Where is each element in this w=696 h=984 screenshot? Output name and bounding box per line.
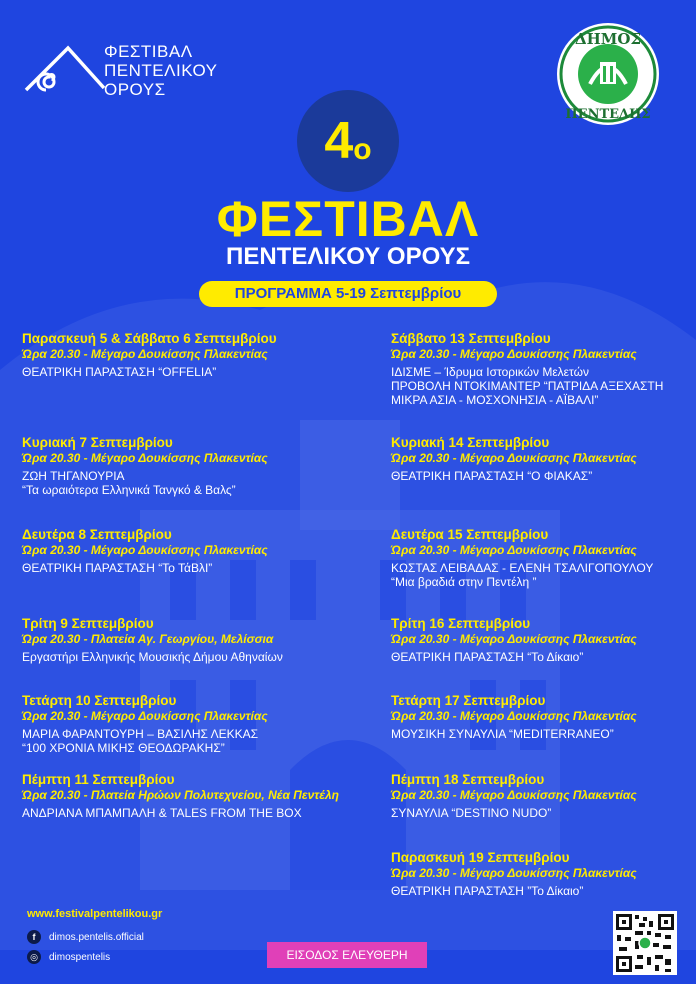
- event-description: ΣΥΝΑΥΛΙΑ “DESTINO NUDO”: [391, 806, 552, 820]
- instagram-handle: dimospentelis: [49, 951, 111, 963]
- event-time-venue: Ώρα 20.30 - Μέγαρο Δουκίσσης Πλακεντίας: [391, 347, 637, 361]
- event-description: ΖΩΗ ΤΗΓΑΝΟΥΡΙΑ “Τα ωραιότερα Ελληνικά Τανγκό & Βαλς”: [22, 469, 236, 497]
- event-date: Δευτέρα 8 Σεπτεμβρίου: [22, 527, 172, 542]
- event-description: Εργαστήρι Ελληνικής Μουσικής Δήμου Αθηναίων: [22, 650, 283, 664]
- edition-badge: [297, 90, 399, 192]
- festival-subtitle: ΠΕΝΤΕΛΙΚΟΥ ΟΡΟΥΣ: [225, 243, 470, 270]
- seal-top-text: ΔΗΜΟΣ: [574, 30, 642, 48]
- program-dates-pill: ΠΡΟΓΡΑΜΜΑ 5-19 Σεπτεμβρίου: [199, 281, 497, 307]
- event-date: Τρίτη 16 Σεπτεμβρίου: [391, 616, 531, 631]
- event-description: ΙΔΙΣΜΕ – Ίδρυμα Ιστορικών Μελετών ΠΡΟΒΟΛΗ ΝΤΟΚΙΜΑΝΤΕΡ “ΠΑΤΡΙΔΑ ΑΞΕΧΑΣΤΗ ΜΙΚΡΑ ΑΣΙΑ - ΜΟΣΧΟΝΗΣΙΑ - ΑΪΒΑΛΙ”: [391, 365, 664, 407]
- event-item: [391, 331, 691, 407]
- festival-title: ΦΕΣΤΙΒΑΛ: [216, 191, 480, 247]
- event-date: Τετάρτη 10 Σεπτεμβρίου: [22, 693, 177, 708]
- edition-number: 4: [324, 112, 354, 170]
- event-date: Κυριακή 7 Σεπτεμβρίου: [22, 435, 173, 450]
- event-time-venue: Ώρα 20.30 - Μέγαρο Δουκίσσης Πλακεντίας: [22, 543, 268, 557]
- facebook-icon: f: [27, 930, 41, 944]
- edition-suffix: ο: [353, 133, 372, 166]
- instagram-link[interactable]: [27, 950, 110, 964]
- event-time-venue: Ώρα 20.30 - Μέγαρο Δουκίσσης Πλακεντίας: [22, 347, 268, 361]
- seal-bottom-text: ΠΕΝΤΕΛΗΣ: [565, 107, 651, 122]
- mountain-spiral-icon: [22, 40, 106, 100]
- event-item: [22, 616, 372, 664]
- event-item: [391, 850, 691, 898]
- event-item: [391, 435, 691, 483]
- instagram-icon: ◎: [27, 950, 41, 964]
- facebook-handle: dimos.pentelis.official: [49, 931, 144, 943]
- event-item: [22, 527, 372, 575]
- event-date: Τρίτη 9 Σεπτεμβρίου: [22, 616, 154, 631]
- qr-code[interactable]: [613, 911, 677, 975]
- event-item: [391, 527, 691, 589]
- event-description: ΘΕΑΤΡΙΚΗ ΠΑΡΑΣΤΑΣΗ ”Το Δίκαιο”: [391, 884, 584, 898]
- event-description: ΘΕΑΤΡΙΚΗ ΠΑΡΑΣΤΑΣΗ “Ο ΦΙΑΚΑΣ”: [391, 469, 593, 483]
- event-time-venue: Ώρα 20.30 - Πλατεία Ηρώων Πολυτεχνείου, Νέα Πεντέλη: [22, 788, 339, 802]
- event-date: Κυριακή 14 Σεπτεμβρίου: [391, 435, 550, 450]
- event-date: Σάββατο 13 Σεπτεμβρίου: [391, 331, 551, 346]
- event-date: Δευτέρα 15 Σεπτεμβρίου: [391, 527, 549, 542]
- facebook-link[interactable]: [27, 930, 144, 944]
- event-date: Πέμπτη 18 Σεπτεμβρίου: [391, 772, 545, 787]
- event-item: [22, 435, 372, 497]
- event-time-venue: Ώρα 20.30 - Μέγαρο Δουκίσσης Πλακεντίας: [391, 543, 637, 557]
- event-item: [391, 693, 691, 741]
- event-description: ΘΕΑΤΡΙΚΗ ΠΑΡΑΣΤΑΣΗ “Το Δίκαιο”: [391, 650, 584, 664]
- event-description: ΜΟΥΣΙΚΗ ΣΥΝΑΥΛΙΑ “MEDITERRANEO”: [391, 727, 614, 741]
- event-date: Τετάρτη 17 Σεπτεμβρίου: [391, 693, 546, 708]
- festival-logo-text: ΦΕΣΤΙΒΑΛ ΠΕΝΤΕΛΙΚΟΥ ΟΡΟΥΣ: [104, 41, 218, 99]
- event-date: Παρασκευή 19 Σεπτεμβρίου: [391, 850, 570, 865]
- event-time-venue: Ώρα 20.30 - Πλατεία Αγ. Γεωργίου, Μελίσσια: [22, 632, 274, 646]
- event-time-venue: Ώρα 20.30 - Μέγαρο Δουκίσσης Πλακεντίας: [391, 788, 637, 802]
- event-item: [391, 616, 691, 664]
- municipality-seal: [556, 22, 660, 126]
- event-item: [22, 693, 372, 755]
- event-description: ΑΝΔΡΙΑΝΑ ΜΠΑΜΠΑΛΗ & TALES FROM THE BOX: [22, 806, 302, 820]
- festival-logo: [22, 40, 218, 100]
- event-time-venue: Ώρα 20.30 - Μέγαρο Δουκίσσης Πλακεντίας: [391, 632, 637, 646]
- event-description: ΘΕΑΤΡΙΚΗ ΠΑΡΑΣΤΑΣΗ “OFFELIA”: [22, 365, 217, 379]
- event-date: Πέμπτη 11 Σεπτεμβρίου: [22, 772, 175, 787]
- event-item: [391, 772, 691, 820]
- website-link[interactable]: www.festivalpentelikou.gr: [27, 908, 163, 920]
- event-description: ΚΩΣΤΑΣ ΛΕΙΒΑΔΑΣ - ΕΛΕΝΗ ΤΣΑΛΙΓΟΠΟΥΛΟΥ “Μια βραδιά στην Πεντέλη ”: [391, 561, 654, 589]
- event-time-venue: Ώρα 20.30 - Μέγαρο Δουκίσσης Πλακεντίας: [391, 866, 637, 880]
- event-time-venue: Ώρα 20.30 - Μέγαρο Δουκίσσης Πλακεντίας: [22, 709, 268, 723]
- event-item: [22, 331, 372, 379]
- event-description: ΘΕΑΤΡΙΚΗ ΠΑΡΑΣΤΑΣΗ “Το ΤάΒλΙ”: [22, 561, 213, 575]
- event-time-venue: Ώρα 20.30 - Μέγαρο Δουκίσσης Πλακεντίας: [391, 709, 637, 723]
- free-entry-badge: ΕΙΣΟΔΟΣ ΕΛΕΥΘΕΡΗ: [267, 942, 427, 968]
- event-time-venue: Ώρα 20.30 - Μέγαρο Δουκίσσης Πλακεντίας: [22, 451, 268, 465]
- event-description: ΜΑΡΙΑ ΦΑΡΑΝΤΟΥΡΗ – ΒΑΣΙΛΗΣ ΛΕΚΚΑΣ “100 ΧΡΟΝΙΑ ΜΙΚΗΣ ΘΕΟΔΩΡΑΚΗΣ”: [22, 727, 259, 755]
- event-item: [22, 772, 372, 820]
- event-time-venue: Ώρα 20.30 - Μέγαρο Δουκίσσης Πλακεντίας: [391, 451, 637, 465]
- event-date: Παρασκευή 5 & Σάββατο 6 Σεπτεμβρίου: [22, 331, 277, 346]
